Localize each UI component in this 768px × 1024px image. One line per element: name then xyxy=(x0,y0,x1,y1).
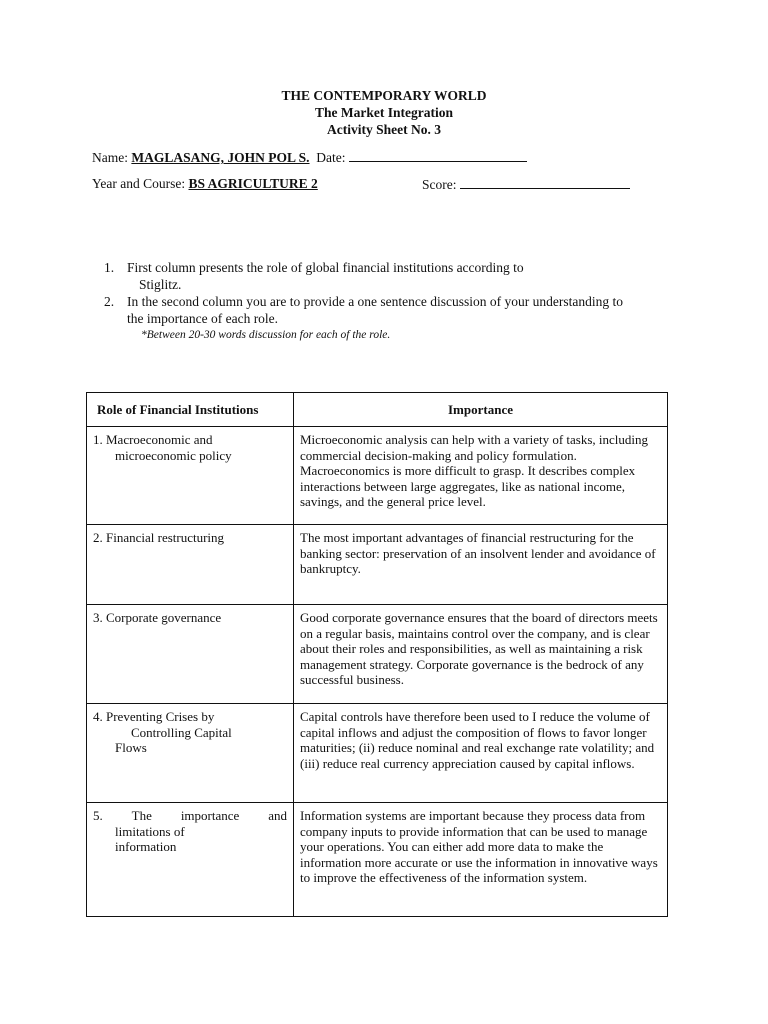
role-line: 5. xyxy=(93,808,103,823)
year-course-label: Year and Course: xyxy=(92,176,186,191)
importance-cell xyxy=(294,704,668,803)
instruction-item xyxy=(104,293,664,327)
role-line: Flows xyxy=(115,740,147,755)
table-header-row xyxy=(87,393,668,427)
activity-sheet-label: Activity Sheet No. 3 xyxy=(327,122,441,137)
score-blank-line xyxy=(460,176,630,189)
table-row xyxy=(87,803,668,917)
role-line: Controlling Capital xyxy=(131,724,232,740)
importance-cell xyxy=(294,525,668,605)
instruction-text: First column presents the role of global financial institutions according to xyxy=(127,260,524,275)
instruction-number: 2. xyxy=(104,294,115,309)
instruction-text-continued: the importance of each role. xyxy=(127,311,279,326)
importance-text: Information systems are important because they process data from company inputs to provide information that can be used to manage your operations. You can either add more data to make the information more accurate or use the information in innovative ways to improve the effectiveness of the information system. xyxy=(300,808,658,885)
role-line: 1. Macroeconomic and xyxy=(93,432,213,447)
role-cell xyxy=(87,605,294,704)
role-line: and xyxy=(268,808,287,823)
role-line: microeconomic policy xyxy=(115,447,232,463)
document-title: THE CONTEMPORARY WORLD xyxy=(281,88,487,103)
document-subtitle: The Market Integration xyxy=(315,105,453,120)
table-row xyxy=(87,525,668,605)
importance-text: Good corporate governance ensures that the board of directors meets on a regular basis, maintains control over the company, and is clear about their roles and responsibilities, as well as maintaining a risk management strategy. Corporate governance is the bedrock of any successful business. xyxy=(300,610,658,687)
roles-table xyxy=(86,392,668,917)
importance-cell xyxy=(294,427,668,525)
instructions-list xyxy=(104,259,664,327)
role-cell xyxy=(87,427,294,525)
role-cell xyxy=(87,803,294,917)
role-cell xyxy=(87,525,294,605)
role-line: information xyxy=(115,839,177,854)
word-count-note: *Between 20-30 words discussion for each of the role. xyxy=(141,329,391,341)
name-row xyxy=(92,149,527,166)
score-label: Score: xyxy=(422,177,457,192)
header-importance: Importance xyxy=(294,393,668,427)
header-role: Role of Financial Institutions xyxy=(87,393,294,427)
importance-text: Microeconomic analysis can help with a variety of tasks, including commercial decision-making and policy formulation. Macroeconomics is more difficult to grasp. It describes complex interactions between large aggregates, like as national income, savings, and the general price level. xyxy=(300,432,649,509)
instruction-text-continued: Stiglitz. xyxy=(139,277,182,292)
name-value: MAGLASANG, JOHN POL S. xyxy=(131,150,310,165)
importance-cell xyxy=(294,605,668,704)
importance-cell xyxy=(294,803,668,917)
name-label: Name: xyxy=(92,150,128,165)
table-row xyxy=(87,605,668,704)
year-course-value: BS AGRICULTURE 2 xyxy=(188,176,318,191)
role-line: 3. Corporate governance xyxy=(93,610,222,625)
role-line: 4. Preventing Crises by xyxy=(93,709,215,724)
date-label: Date: xyxy=(316,150,346,165)
table-row xyxy=(87,427,668,525)
year-course-row xyxy=(92,176,318,192)
instruction-number: 1. xyxy=(104,260,115,275)
importance-text: The most important advantages of financial restructuring for the banking sector: preservation of an insolvent lender and avoidance of bankruptcy. xyxy=(300,530,656,576)
role-cell xyxy=(87,704,294,803)
role-line: limitations of xyxy=(115,823,185,839)
role-line: importance xyxy=(180,808,240,823)
title-block xyxy=(0,87,768,138)
role-line: 2. Financial restructuring xyxy=(93,530,225,545)
importance-text: Capital controls have therefore been used to I reduce the volume of capital inflows and adjust the composition of flows to favor longer maturities; (ii) reduce nominal and real exchange rate volatility; and (iii) reduce real currency appreciation caused by capital inflows. xyxy=(300,709,655,771)
role-line: The xyxy=(131,808,152,823)
instruction-text: In the second column you are to provide a one sentence discussion of your understanding to xyxy=(127,294,623,309)
date-blank-line xyxy=(349,149,527,162)
table-row xyxy=(87,704,668,803)
instruction-item xyxy=(104,259,664,293)
score-row xyxy=(422,176,630,193)
